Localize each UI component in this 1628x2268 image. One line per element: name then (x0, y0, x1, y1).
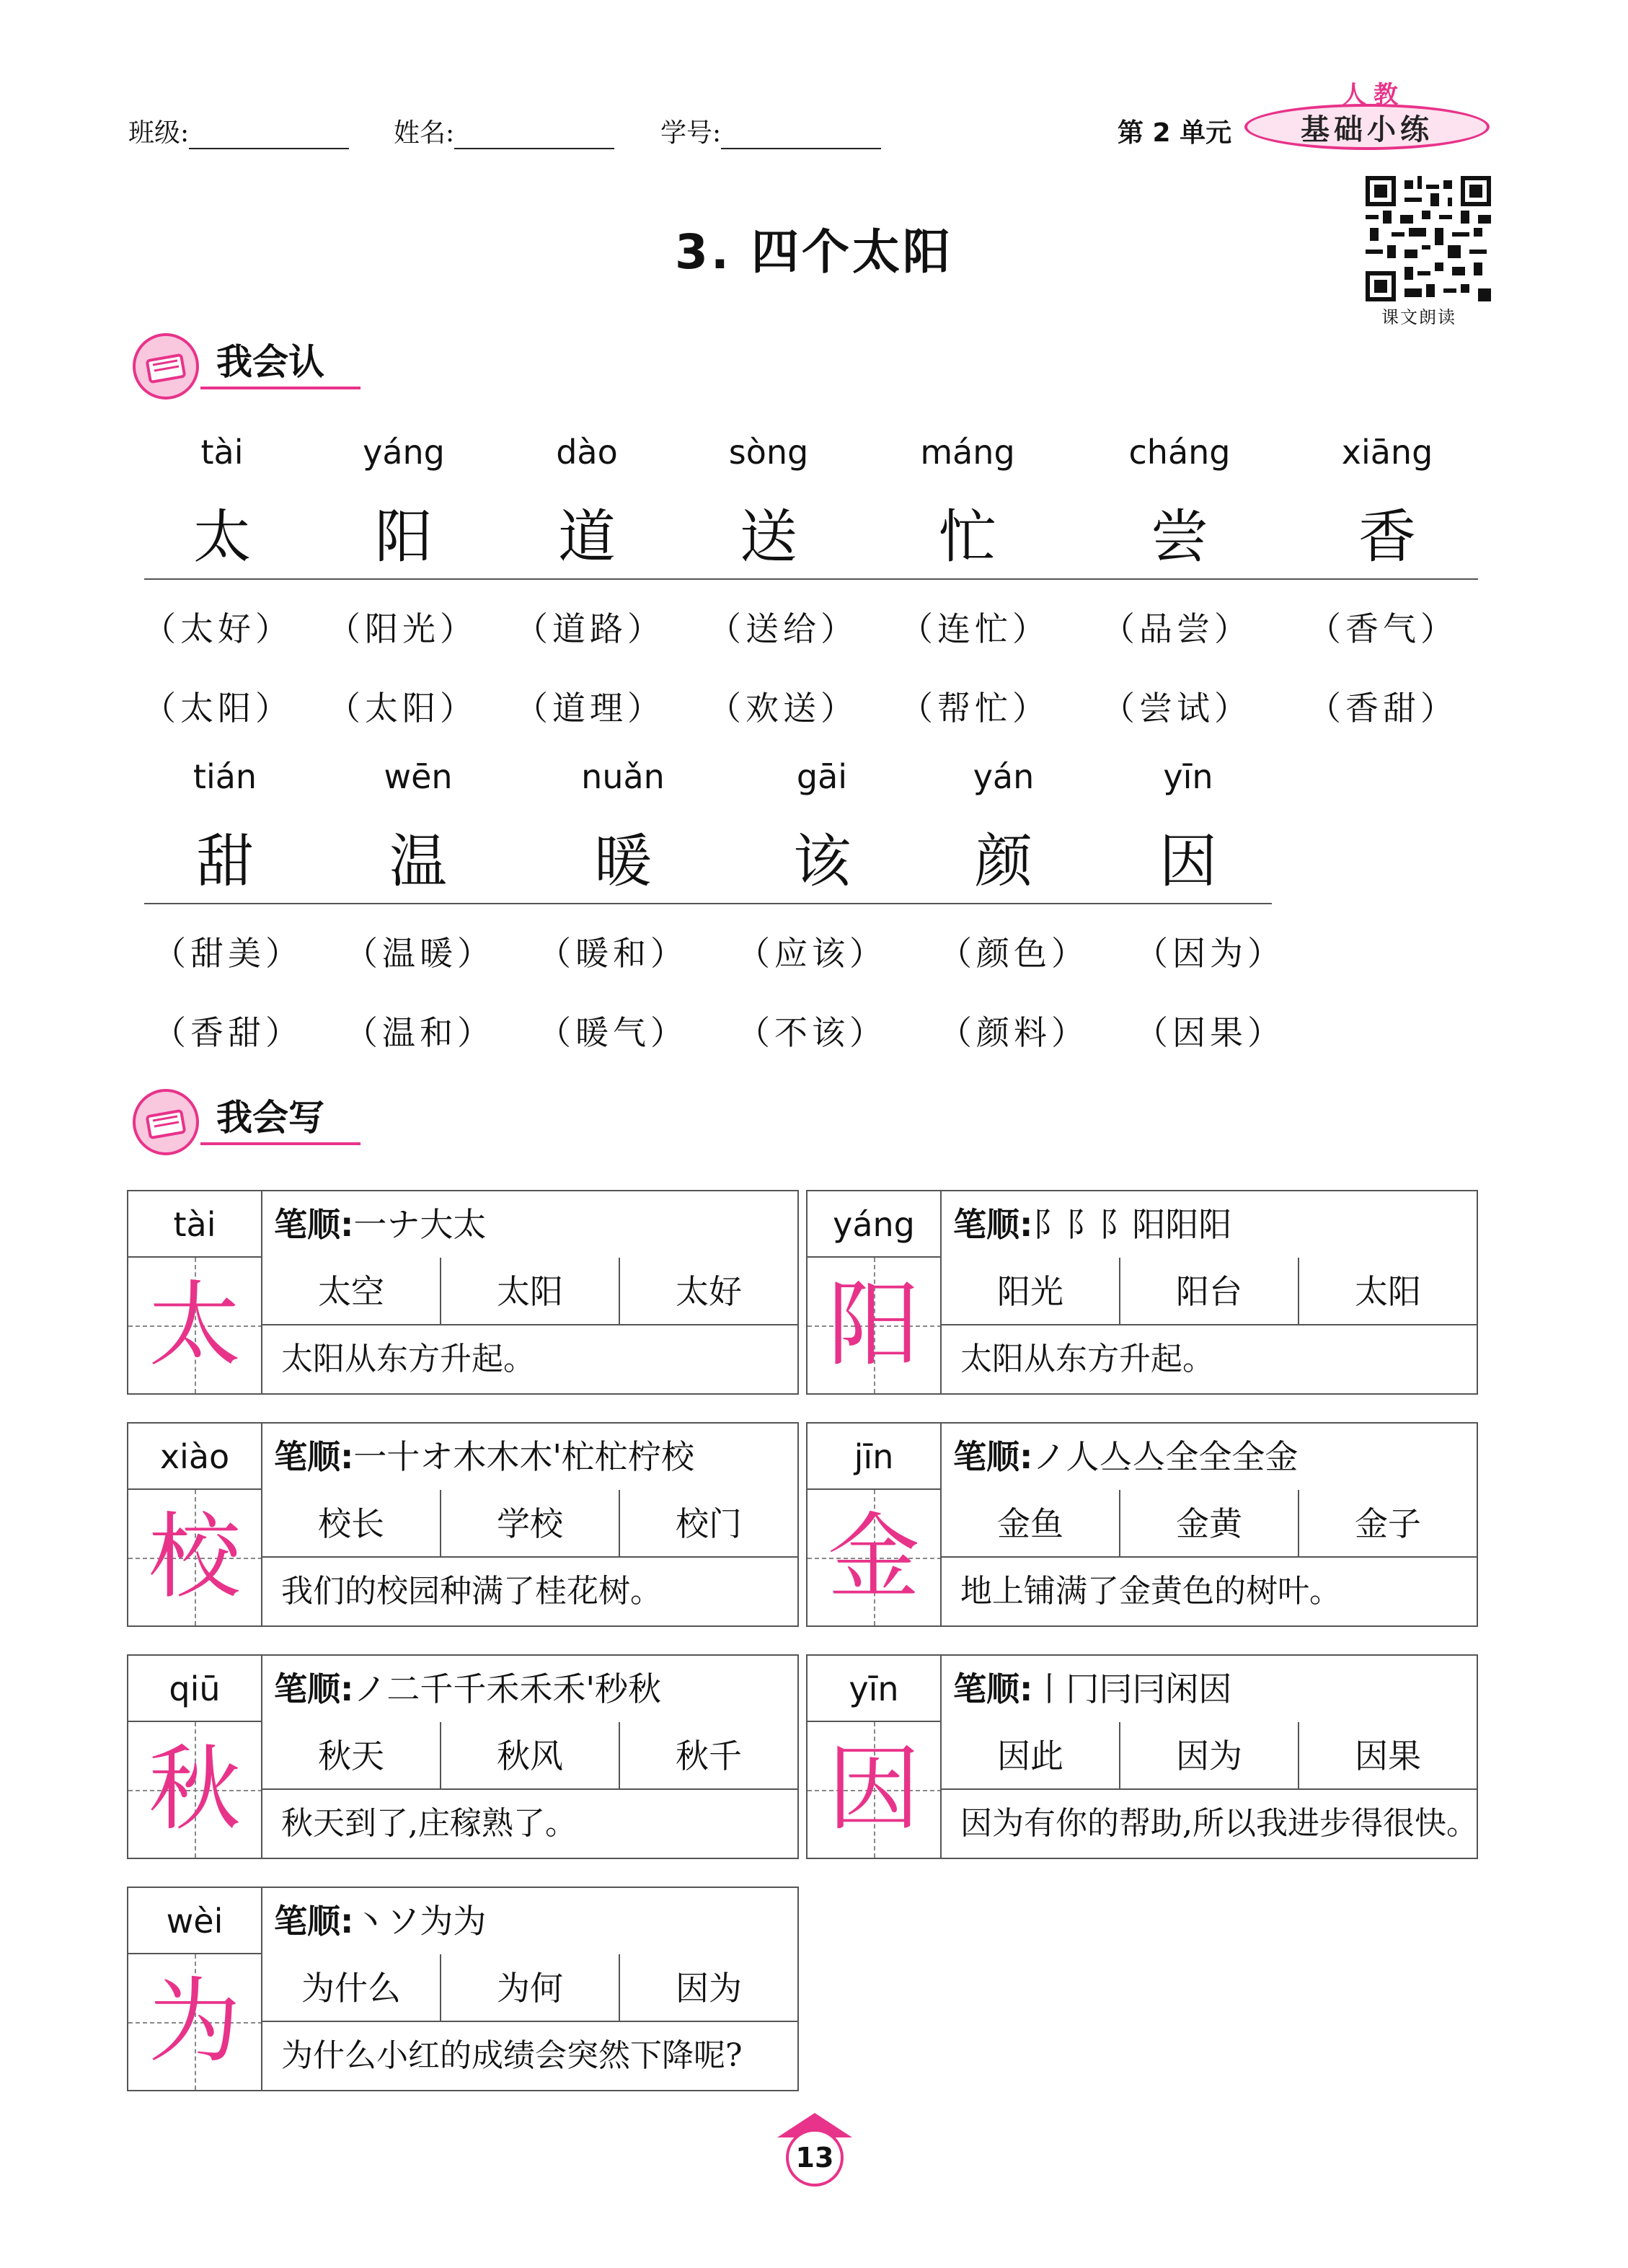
stroke-label: 笔顺: (274, 1437, 354, 1476)
example-word: （道路） (515, 609, 665, 648)
card-pinyin: yīn (808, 1656, 942, 1722)
card-word: 因此 (942, 1722, 1120, 1788)
word-row (262, 1722, 797, 1790)
stroke-sequence: 阝阝阝阳阳阳 (1032, 1205, 1232, 1244)
card-word: 太好 (676, 1272, 742, 1311)
example-word: （道理） (515, 689, 665, 728)
card-word: 太阳 (1355, 1272, 1421, 1311)
stroke-order (953, 1656, 1231, 1722)
student-number-label: 学号: (660, 118, 722, 148)
writing-card (127, 1190, 799, 1395)
stroke-order (953, 1424, 1298, 1490)
section-underline (200, 1142, 360, 1145)
card-hanzi[interactable]: 阳 (808, 1258, 942, 1393)
card-word: 学校 (441, 1490, 620, 1556)
name-field (394, 112, 614, 149)
word-row (942, 1490, 1477, 1558)
card-hanzi[interactable]: 金 (808, 1490, 942, 1625)
card-word: 因果 (1355, 1737, 1421, 1775)
word-row (262, 1954, 797, 2022)
card-hanzi[interactable]: 秋 (128, 1722, 262, 1858)
word-row (942, 1258, 1477, 1325)
qr-code[interactable] (1366, 176, 1491, 304)
page-title: 3. 四个太阳 (675, 224, 953, 280)
example-word: （颜色） (939, 934, 1089, 973)
stroke-label: 笔顺: (274, 1205, 354, 1244)
char-pinyin: yán (973, 757, 1035, 796)
example-word: （暖气） (538, 1013, 688, 1052)
example-word: （温和） (345, 1013, 495, 1052)
card-word: 因为 (1120, 1722, 1299, 1788)
char-pinyin: sòng (728, 433, 809, 472)
writing-card (806, 1654, 1478, 1859)
card-pinyin: qiū (128, 1656, 262, 1722)
char-pinyin: xiāng (1341, 433, 1433, 472)
stroke-sequence: 一ナ大太 (353, 1205, 487, 1244)
example-word: （温暖） (345, 934, 495, 973)
card-word: 因为 (676, 1969, 742, 2008)
writing-card (806, 1190, 1478, 1395)
stroke-order (274, 1656, 661, 1722)
card-hanzi[interactable]: 因 (808, 1722, 942, 1858)
char-pinyin: tài (200, 433, 244, 472)
card-word: 校门 (676, 1504, 742, 1543)
card-hanzi[interactable]: 校 (128, 1490, 262, 1625)
qr-caption: 课文朗读 (1381, 307, 1456, 327)
char-pinyin: yīn (1163, 757, 1213, 796)
card-word: 太空 (262, 1258, 441, 1324)
example-word: （暖和） (538, 934, 688, 973)
stroke-label: 笔顺: (953, 1437, 1033, 1476)
example-word: （香甜） (153, 1013, 303, 1052)
stroke-label: 笔顺: (274, 1669, 354, 1708)
qr-code-icon (1366, 176, 1491, 301)
char-hanzi: 尝 (1151, 503, 1208, 570)
stroke-label: 笔顺: (953, 1669, 1033, 1708)
student-number-blank[interactable] (721, 123, 881, 149)
card-hanzi[interactable]: 太 (128, 1258, 262, 1393)
card-hanzi[interactable]: 为 (128, 1954, 262, 2090)
card-word: 金鱼 (942, 1490, 1120, 1556)
card-word: 秋风 (441, 1722, 620, 1788)
writing-card (127, 1887, 799, 2091)
page-number: 13 (786, 2129, 844, 2187)
char-pinyin: dào (556, 433, 618, 472)
stroke-sequence: 丨冂冃冃闲因 (1032, 1669, 1232, 1708)
stroke-order (274, 1424, 694, 1490)
example-word: （太阳） (143, 689, 293, 728)
card-word: 秋千 (676, 1737, 742, 1775)
example-word: （香甜） (1308, 689, 1458, 728)
class-blank[interactable] (189, 123, 349, 149)
card-word: 为何 (441, 1954, 620, 2021)
char-hanzi: 因 (1159, 828, 1217, 895)
char-hanzi: 阳 (375, 503, 433, 570)
book-icon (133, 333, 199, 400)
section-title-recognize: 我会认 (216, 341, 324, 383)
card-word: 为什么 (262, 1954, 441, 2021)
char-pinyin: yáng (363, 433, 445, 472)
class-field (128, 112, 349, 149)
row1-rule (144, 578, 1478, 580)
example-word: （阳光） (327, 609, 477, 648)
card-pinyin: xiào (128, 1424, 262, 1490)
card-word: 阳光 (942, 1258, 1120, 1324)
example-word: （品尝） (1102, 609, 1252, 648)
char-pinyin: wēn (384, 757, 453, 796)
char-hanzi: 颜 (975, 828, 1032, 895)
example-sentence: 太阳从东方升起。 (281, 1341, 535, 1377)
char-hanzi: 道 (558, 503, 616, 570)
stroke-label: 笔顺: (274, 1902, 354, 1941)
char-hanzi: 暖 (594, 828, 652, 895)
example-word: （因为） (1135, 934, 1285, 973)
char-hanzi: 甜 (196, 828, 254, 895)
char-pinyin: cháng (1128, 433, 1231, 472)
example-word: （香气） (1308, 609, 1458, 648)
example-sentence: 太阳从东方升起。 (960, 1341, 1214, 1377)
stroke-sequence: 一十オ木木木'杧杧柠校 (353, 1437, 695, 1476)
char-hanzi: 送 (740, 503, 797, 570)
stroke-sequence: ノ人亼亼全全全金 (1032, 1437, 1299, 1476)
char-pinyin: tián (193, 757, 257, 796)
card-pinyin: wèi (128, 1888, 262, 1954)
char-pinyin: gāi (796, 757, 848, 796)
stroke-sequence: 丶ソ为为 (353, 1902, 487, 1941)
card-word: 金子 (1355, 1504, 1421, 1543)
example-word: （尝试） (1102, 689, 1252, 728)
example-word: （太阳） (327, 689, 477, 728)
char-hanzi: 温 (389, 828, 447, 895)
book-icon (133, 1089, 199, 1155)
example-sentence: 因为有你的帮助,所以我进步得很快。 (960, 1805, 1478, 1842)
example-word: （不该） (737, 1013, 887, 1052)
example-word: （因果） (1135, 1013, 1285, 1052)
row2-rule (144, 903, 1272, 904)
card-pinyin: tài (128, 1191, 262, 1258)
stroke-label: 笔顺: (953, 1205, 1033, 1244)
class-label: 班级: (128, 118, 190, 148)
example-word: （太好） (143, 609, 293, 648)
example-word: （甜美） (153, 934, 303, 973)
example-word: （颜料） (939, 1013, 1089, 1052)
char-hanzi: 太 (193, 503, 251, 570)
card-word: 秋天 (262, 1722, 441, 1788)
example-word: （帮忙） (900, 689, 1050, 728)
stroke-order (274, 1888, 486, 1954)
example-word: （欢送） (708, 689, 858, 728)
char-pinyin: nuǎn (581, 757, 665, 796)
card-word: 阳台 (1120, 1258, 1299, 1324)
example-sentence: 地上铺满了金黄色的树叶。 (960, 1573, 1341, 1610)
writing-card (806, 1422, 1478, 1627)
writing-card (127, 1654, 799, 1859)
brand-logo (1244, 75, 1490, 162)
word-row (262, 1490, 797, 1558)
name-blank[interactable] (454, 123, 614, 149)
char-hanzi: 忙 (939, 503, 996, 570)
word-row (942, 1722, 1477, 1790)
example-sentence: 我们的校园种满了桂花树。 (281, 1573, 662, 1610)
char-hanzi: 香 (1358, 503, 1416, 570)
section-underline (200, 387, 360, 389)
char-pinyin: máng (920, 433, 1015, 472)
card-word: 金黄 (1120, 1490, 1299, 1556)
example-sentence: 为什么小红的成绩会突然下降呢? (281, 2037, 743, 2074)
student-number-field (660, 112, 881, 149)
writing-card (127, 1422, 799, 1627)
card-word: 太阳 (441, 1258, 620, 1324)
example-sentence: 秋天到了,庄稼熟了。 (281, 1805, 577, 1842)
card-pinyin: yáng (808, 1191, 942, 1258)
example-word: （连忙） (900, 609, 1050, 648)
brand-main-text: 基础小练 (1301, 113, 1433, 146)
card-pinyin: jīn (808, 1424, 942, 1490)
example-word: （应该） (737, 934, 887, 973)
card-word: 校长 (262, 1490, 441, 1556)
name-label: 姓名: (394, 118, 455, 148)
example-word: （送给） (708, 609, 858, 648)
stroke-order (274, 1191, 486, 1258)
word-row (262, 1258, 797, 1325)
char-hanzi: 该 (793, 828, 851, 895)
brand-top-text: 人教 (1342, 81, 1405, 110)
unit-label: 第 2 单元 (1118, 118, 1232, 148)
stroke-order (953, 1191, 1231, 1258)
stroke-sequence: ノ二千千禾禾禾'秒秋 (353, 1669, 662, 1708)
section-title-write: 我会写 (216, 1097, 324, 1139)
